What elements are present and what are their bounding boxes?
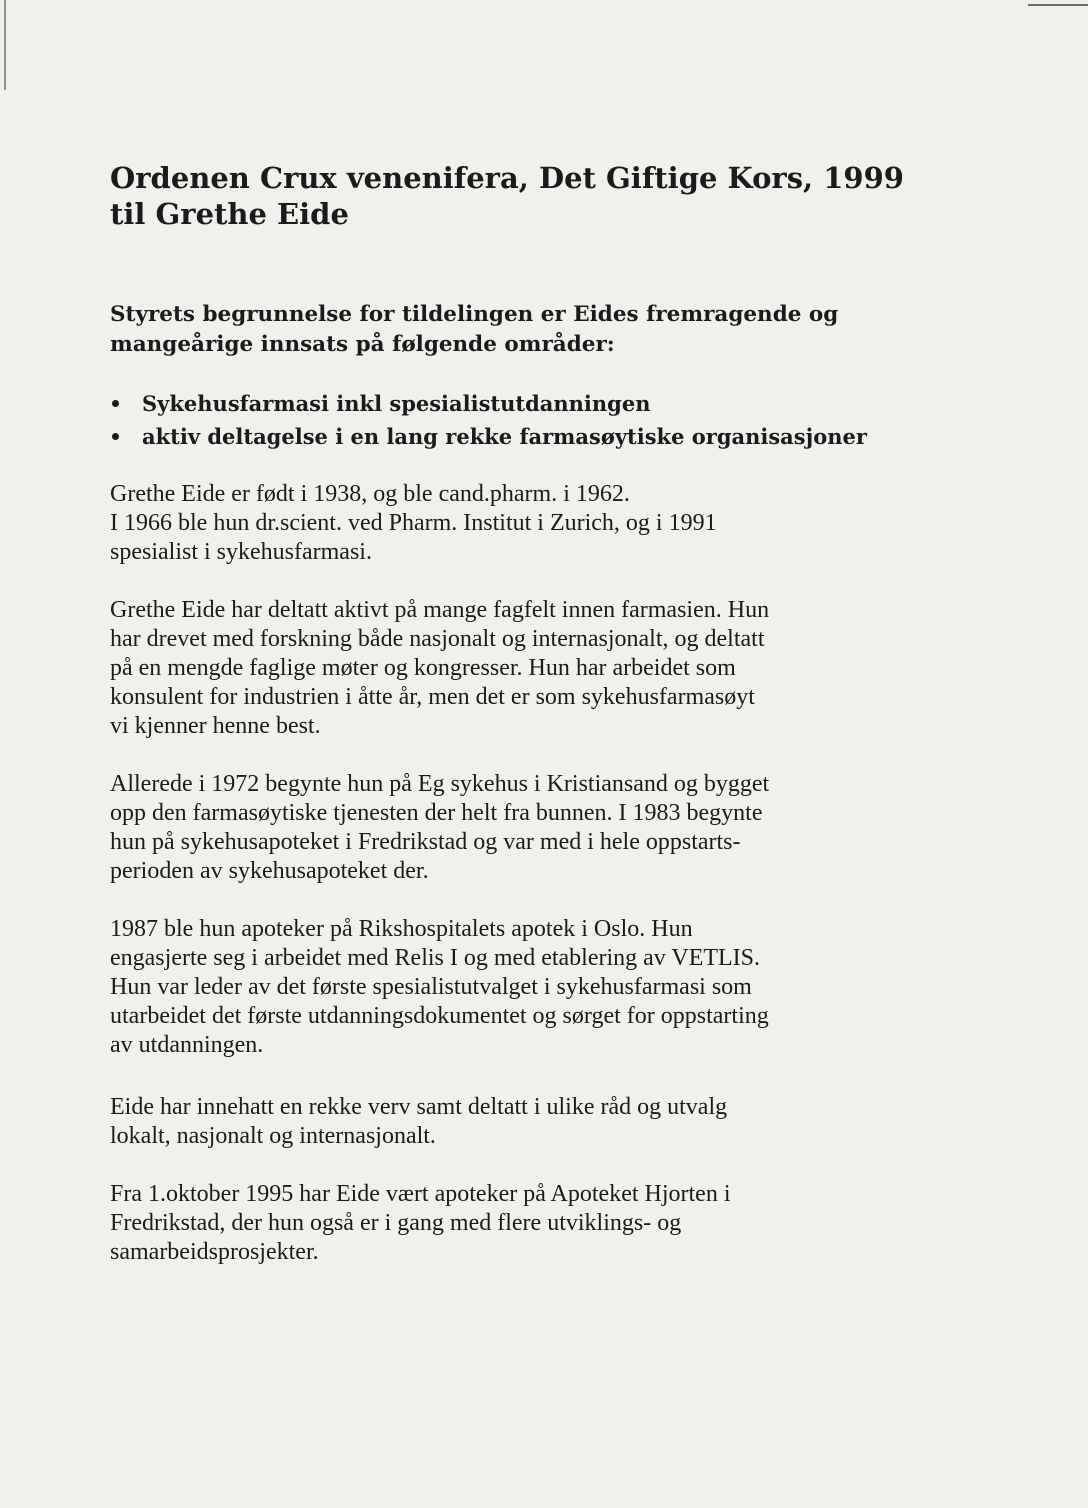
paragraph-rikshospitalet [110, 915, 1010, 1060]
merit-list [110, 387, 1010, 453]
paragraph-line: 1987 ble hun apoteker på Rikshospitalets apotek i Oslo. Hun [110, 916, 693, 942]
paragraph-education [110, 480, 1010, 567]
paragraph-line: Fredrikstad, der hun også er i gang med flere utviklings- og [110, 1210, 682, 1236]
document-title [110, 160, 1010, 232]
merit-list-item-text: aktiv deltagelse i en lang rekke farmasøytiske organisasjoner [142, 424, 867, 449]
paragraph-line: utarbeidet det første utdanningsdokumentet og sørget for oppstarting [110, 1003, 769, 1029]
scan-edge-mark [1028, 4, 1088, 6]
paragraph-line: vi kjenner henne best. [110, 713, 321, 739]
title-line: Ordenen Crux venenifera, Det Giftige Kors, 1999 [110, 161, 904, 195]
paragraph-line: spesialist i sykehusfarmasi. [110, 539, 372, 565]
paragraph-line: I 1966 ble hun dr.scient. ved Pharm. Institut i Zurich, og i 1991 [110, 510, 717, 536]
paragraph-line: av utdanningen. [110, 1032, 264, 1058]
paragraph-line: lokalt, nasjonalt og internasjonalt. [110, 1123, 436, 1149]
paragraph-line: Grethe Eide er født i 1938, og ble cand.pharm. i 1962. [110, 481, 630, 507]
paragraph-current [110, 1180, 1010, 1267]
paragraph-line: Fra 1.oktober 1995 har Eide vært apoteker på Apoteket Hjorten i [110, 1181, 731, 1207]
paragraph-line: konsulent for industrien i åtte år, men det er som sykehusfarmasøyt [110, 684, 755, 710]
intro-line: Styrets begrunnelse for tildelingen er Eides fremragende og [110, 302, 839, 327]
paragraph-line: har drevet med forskning både nasjonalt og internasjonalt, og deltatt [110, 626, 765, 652]
paragraph-line: samarbeidsprosjekter. [110, 1239, 319, 1265]
merit-list-item-text: Sykehusfarmasi inkl spesialistutdanningen [142, 391, 651, 416]
bullet-icon [112, 433, 119, 440]
paragraph-line: Grethe Eide har deltatt aktivt på mange fagfelt innen farmasien. Hun [110, 597, 770, 623]
paragraph-line: engasjerte seg i arbeidet med Relis I og med etablering av VETLIS. [110, 945, 761, 971]
paragraph-line: opp den farmasøytiske tjenesten der helt fra bunnen. I 1983 begynte [110, 800, 763, 826]
paragraph-hospitals [110, 770, 1010, 886]
merit-list-item [110, 387, 1010, 420]
bullet-icon [112, 400, 119, 407]
paragraph-line: Eide har innehatt en rekke verv samt deltatt i ulike råd og utvalg [110, 1094, 728, 1120]
paragraph-line: på en mengde faglige møter og kongresser. Hun har arbeidet som [110, 655, 736, 681]
scan-edge-mark [4, 0, 6, 90]
paragraph-line: Allerede i 1972 begynte hun på Eg sykehus i Kristiansand og bygget [110, 771, 770, 797]
paragraph-line: hun på sykehusapoteket i Fredrikstad og var med i hele oppstarts- [110, 829, 741, 855]
paragraph-line: Hun var leder av det første spesialistutvalget i sykehusfarmasi som [110, 974, 752, 1000]
intro-line: mangeårige innsats på følgende områder: [110, 332, 615, 357]
title-line: til Grethe Eide [110, 197, 349, 231]
merit-list-item [110, 420, 1010, 453]
paragraph-positions [110, 1093, 1010, 1151]
intro-statement [110, 300, 1010, 360]
paragraph-line: perioden av sykehusapoteket der. [110, 858, 429, 884]
paragraph-career [110, 596, 1010, 741]
